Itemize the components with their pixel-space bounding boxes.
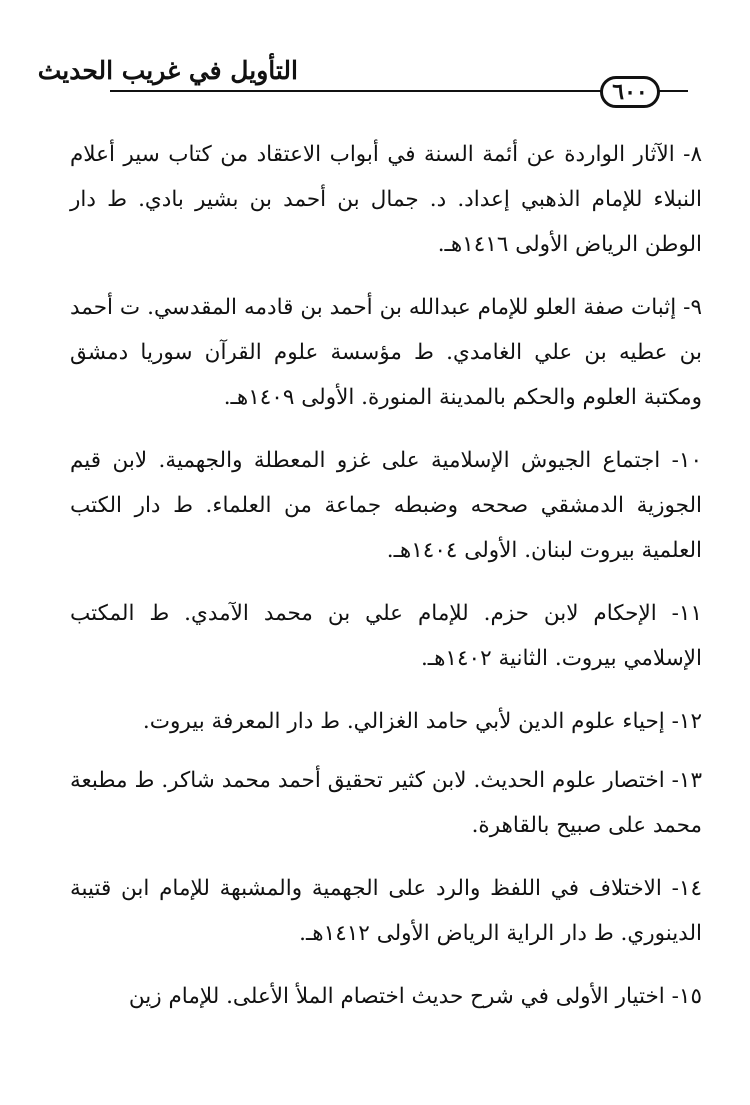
bibliography-list — [70, 132, 702, 1037]
bibliography-entry: ١٤- الاختلاف في اللفظ والرد على الجهمية والمشبهة للإمام ابن قتيبة الدينوري. ط دار الراية الرياض الأولى ١٤١٢هـ. — [70, 876, 702, 946]
bibliography-entry: ١٠- اجتماع الجيوش الإسلامية على غزو المعطلة والجهمية. لابن قيم الجوزية الدمشقي صححه وضبطه جماعة من العلماء. ط دار الكتب العلمية بيروت لبنان. الأولى ١٤٠٤هـ. — [70, 448, 702, 563]
bibliography-entry: ١١- الإحكام لابن حزم. للإمام علي بن محمد الآمدي. ط المكتب الإسلامي بيروت. الثانية ١٤٠٢هـ. — [70, 601, 702, 671]
bibliography-entry: ١٣- اختصار علوم الحديث. لابن كثير تحقيق أحمد محمد شاكر. ط مطبعة محمد على صبيح بالقاهرة. — [70, 768, 702, 838]
bibliography-entry: ١٢- إحياء علوم الدين لأبي حامد الغزالي. ط دار المعرفة بيروت. — [142, 709, 702, 734]
bibliography-entry: ١٥- اختيار الأولى في شرح حديث اختصام الملأ الأعلى. للإمام زين — [128, 984, 702, 1009]
bibliography-entry: ٨- الآثار الواردة عن أئمة السنة في أبواب الاعتقاد من كتاب سير أعلام النبلاء للإمام الذهبي إعداد. د. جمال بن أحمد بن بشير بادي. ط دار الوطن الرياض الأولى ١٤١٦هـ. — [70, 142, 702, 257]
bibliography-entry: ٩- إثبات صفة العلو للإمام عبدالله بن أحمد بن قادمه المقدسي. ت أحمد بن عطيه بن علي الغامدي. ط مؤسسة علوم القرآن سوريا دمشق ومكتبة العلوم والحكم بالمدينة المنورة. الأولى ١٤٠٩هـ. — [70, 295, 702, 410]
page-number: ٦٠٠ — [612, 79, 648, 105]
page-number-box — [600, 76, 660, 108]
running-title: التأويل في غريب الحديث — [37, 56, 298, 85]
